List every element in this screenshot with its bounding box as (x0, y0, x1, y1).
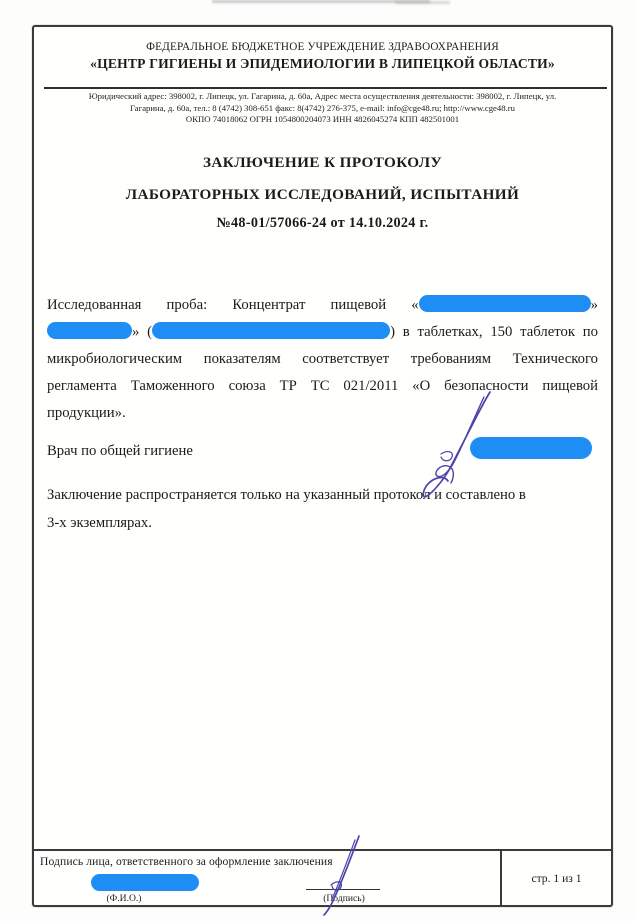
org-name-line1: ФЕДЕРАЛЬНОЕ БЮДЖЕТНОЕ УЧРЕЖДЕНИЕ ЗДРАВООХРАНЕНИЯ (146, 41, 499, 53)
header-divider (44, 87, 607, 89)
redaction-product-name-2 (47, 322, 132, 339)
body-paragraph1-line4: регламента Таможенного союза ТР ТС 021/2011 «О безопасности пищевой (47, 378, 598, 394)
redaction-product-name-1 (419, 295, 591, 312)
document-title-line1: ЗАКЛЮЧЕНИЕ К ПРОТОКОЛУ (203, 154, 442, 171)
body-paragraph2-line1: Заключение распространяется только на указанный протокол и составлено в (47, 487, 526, 503)
handwritten-signature-footer (315, 835, 369, 917)
org-address-line2: Гагарина, д. 60а, тел.: 8 (4742) 308-651 факс: 8(4742) 276-375, e-mail: info@cge48.ru; http://www.cge48.ru (129, 102, 516, 113)
handwritten-signature-main (416, 390, 496, 506)
body-text: ) в таблетках, 150 таблеток по (390, 324, 598, 340)
body-text: » (590, 297, 598, 313)
document-title-line2: ЛАБОРАТОРНЫХ ИССЛЕДОВАНИЙ, ИСПЫТАНИЙ (125, 186, 520, 203)
document-frame (32, 25, 613, 907)
signer-role: Врач по общей гигиене (47, 443, 193, 459)
page-number: стр. 1 из 1 (531, 871, 582, 885)
body-paragraph1-line1 (47, 295, 598, 315)
body-paragraph1-line2 (47, 322, 598, 342)
signature-caption: (Подпись) (323, 893, 365, 904)
body-paragraph1-line3: микробиологическим показателям соответствует требованиям Технического (47, 351, 598, 367)
org-address-line3: ОКПО 74018062 ОГРН 1054800204073 ИНН 4826045274 КПП 482501001 (185, 114, 460, 124)
footer-responsible-label: Подпись лица, ответственного за оформление заключения (40, 855, 333, 868)
body-text: Исследованная проба: Концентрат пищевой « (47, 297, 419, 313)
org-name-line2: «ЦЕНТР ГИГИЕНЫ И ЭПИДЕМИОЛОГИИ В ЛИПЕЦКОЙ ОБЛАСТИ» (90, 56, 555, 71)
fio-caption: (Ф.И.О.) (106, 893, 142, 904)
org-address-line1: Юридический адрес: 398002, г. Липецк, ул. Гагарина, д. 60а, Адрес места осуществления деятельности: 398002, г. Липецк, ул. (88, 91, 557, 101)
scan-artifact (395, 1, 450, 4)
org-address-block (42, 91, 603, 126)
body-paragraph2-line2: 3-х экземплярах. (47, 515, 152, 531)
document-number-date: №48-01/57066-24 от 14.10.2024 г. (216, 215, 429, 231)
redaction-responsible-name (91, 874, 199, 891)
body-paragraph1-line5: продукции». (47, 405, 126, 421)
body-text: » ( (132, 324, 153, 340)
redaction-product-name-3 (152, 322, 390, 339)
